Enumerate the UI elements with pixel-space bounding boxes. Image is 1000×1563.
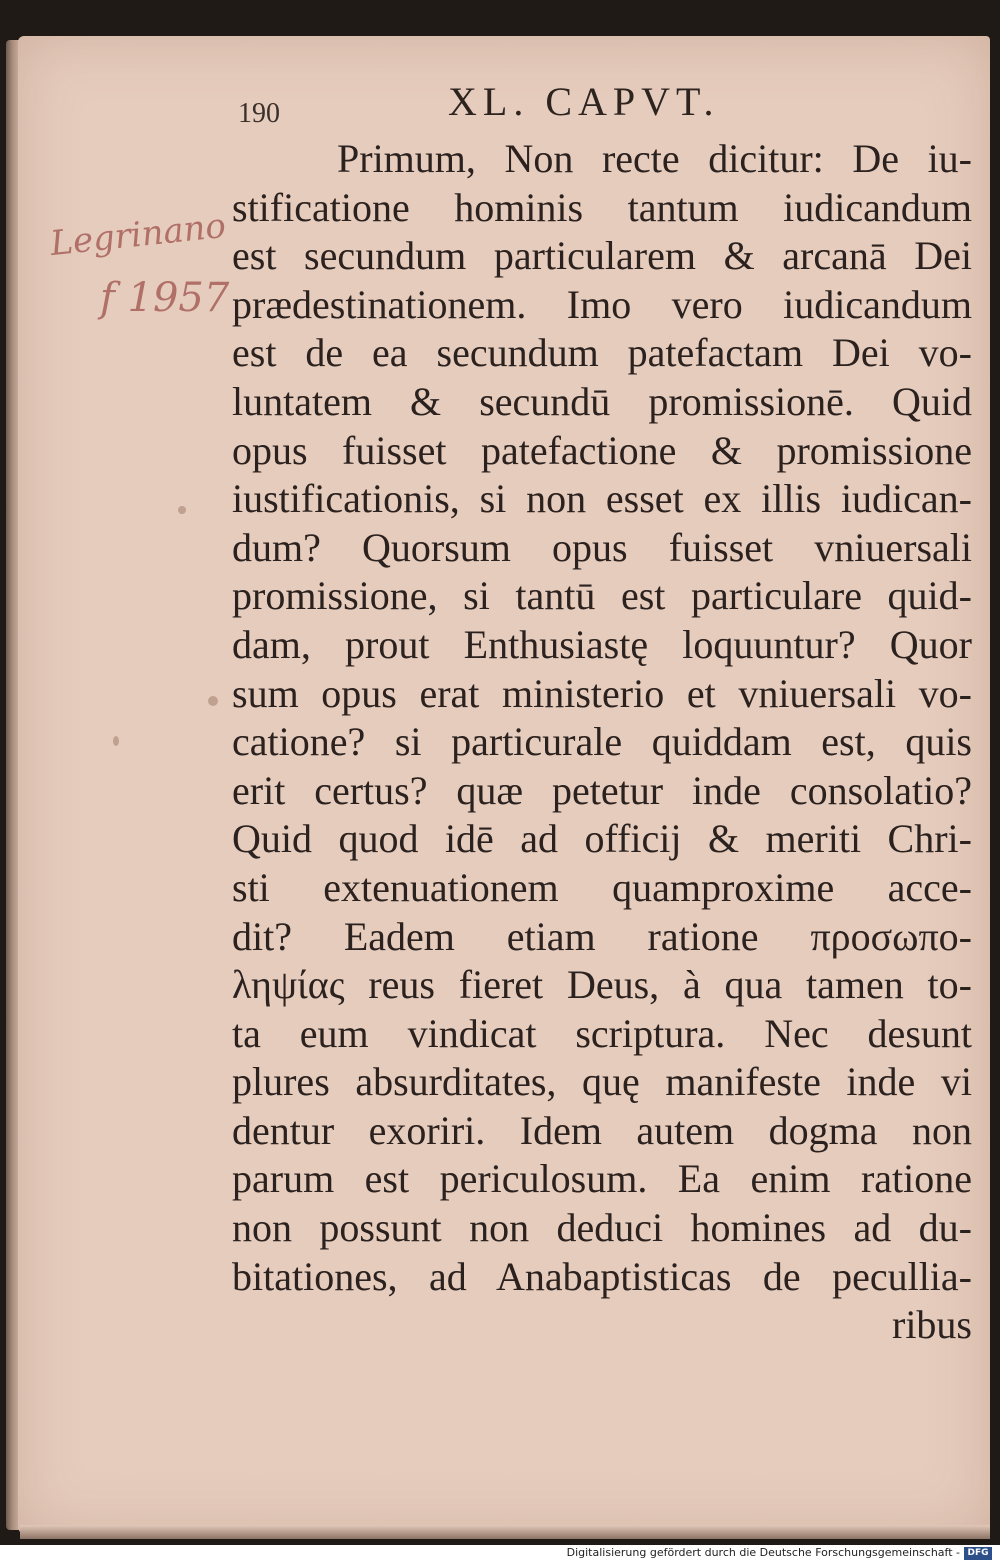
text-line: plures absurditates, quę manifeste inde vi — [232, 1059, 972, 1105]
text-line: ta eum vindicat scriptura. Nec desunt — [232, 1010, 972, 1056]
marginal-annotation — [40, 205, 240, 335]
text-line: sum opus erat ministerio et vniuersali vo‐ — [232, 670, 972, 716]
text-line: promissione, si tantū est particulare quid‐ — [232, 573, 972, 619]
text-line: bitationes, ad Anabaptisticas de pecullia‐ — [232, 1253, 972, 1299]
page-bottom-edge — [20, 1525, 990, 1539]
annotation-line: f 1957 — [100, 275, 230, 321]
page-number: 190 — [238, 98, 280, 129]
body-text — [232, 135, 972, 1350]
running-head: XL. CAPVT. — [448, 79, 720, 124]
text-line: est de ea secundum patefactam Dei vo‐ — [232, 330, 972, 376]
text-line: stificatione hominis tantum iudicandum — [232, 184, 972, 230]
text-line: dam, prout Enthusiastę loquuntur? Quor — [232, 621, 972, 667]
text-line: dentur exoriri. Idem autem dogma non — [232, 1107, 972, 1153]
ink-stain — [113, 736, 119, 746]
text-line: dum? Quorsum opus fuisset vniuersali — [232, 524, 972, 570]
text-line: luntatem & secundū promissionē. Quid — [232, 378, 972, 424]
dfg-logo-icon: DFG — [964, 1547, 992, 1560]
text-line: sti extenuationem quamproxime acce‐ — [232, 864, 972, 910]
text-line: catione? si particurale quiddam est, quis — [232, 719, 972, 765]
ink-stain — [178, 506, 186, 514]
footer-bar — [0, 1545, 1000, 1563]
text-line: Primum, Non recte dicitur: De iu‐ — [337, 136, 972, 181]
page-header — [0, 78, 1000, 128]
text-line: non possunt non deduci homines ad du‐ — [232, 1205, 972, 1251]
footer-credit: Digitalisierung gefördert durch die Deutsche Forschungsgemeinschaft ‐ — [566, 1546, 960, 1559]
text-line: est secundum particularem & arcanā Dei — [232, 233, 972, 279]
text-line: parum est periculosum. Ea enim ratione — [232, 1156, 972, 1202]
text-line: Quid quod idē ad officij & meriti Chri‐ — [232, 816, 972, 862]
annotation-line: Legrinano — [48, 205, 228, 265]
text-line: ληψίας reus fieret Deus, à qua tamen to‐ — [232, 962, 972, 1008]
text-line: iustificationis, si non esset ex illis iudican‐ — [232, 476, 972, 522]
text-line: prædestinationem. Imo vero iudicandum — [232, 281, 972, 327]
ink-stain — [208, 696, 218, 706]
text-line: opus fuisset patefactione & promissione — [232, 427, 972, 473]
text-line: erit certus? quæ petetur inde consolatio? — [232, 767, 972, 813]
catchword: ribus — [892, 1302, 972, 1348]
text-line: dit? Eadem etiam ratione προσωπο‐ — [232, 913, 972, 959]
